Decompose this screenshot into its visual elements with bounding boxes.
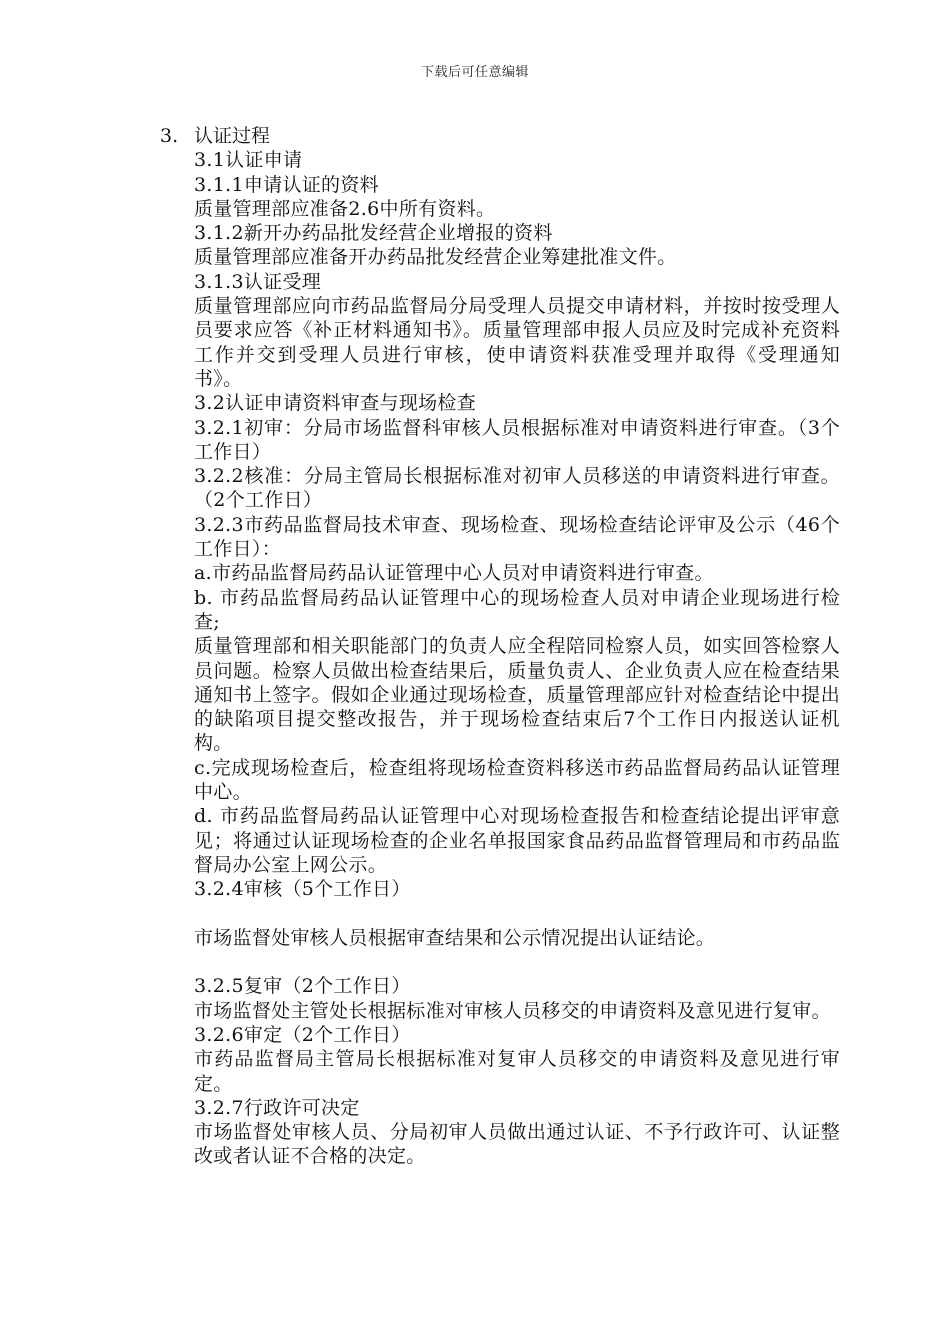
paragraph: 3.2.1初审：分局市场监督科审核人员根据标准对申请资料进行审查。（3个工作日） <box>194 416 840 463</box>
section-heading <box>160 124 840 148</box>
paragraph: 市场监督处审核人员、分局初审人员做出通过认证、不予行政许可、认证整改或者认证不合格的决定。 <box>194 1121 840 1168</box>
subsection-heading: 3.2.6审定（2个工作日） <box>194 1023 411 1046</box>
subsection-heading: 3.1.1申请认证的资料 <box>194 173 379 196</box>
paragraph: 3.2.3市药品监督局技术审查、现场检查、现场检查结论评审及公示（46个工作日）： <box>194 513 840 561</box>
subsection-heading: 3.1.2新开办药品批发经营企业增报的资料 <box>194 222 553 245</box>
subsection-heading: 3.2认证申请资料审查与现场检查 <box>194 392 477 415</box>
subsection-heading: 3.2.5复审（2个工作日） <box>194 975 411 998</box>
document-body <box>160 124 840 1169</box>
paragraph: 3.2.2核准：分局主管局长根据标准对初审人员移送的申请资料进行审查。（2个工作日） <box>194 465 840 512</box>
paragraph: 市场监督处审核人员根据审查结果和公示情况提出认证结论。 <box>194 926 716 949</box>
blank-line <box>194 902 840 926</box>
subsection-heading: 3.1.3认证受理 <box>194 270 322 293</box>
list-item: d. 市药品监督局药品认证管理中心对现场检查报告和检查结论提出评审意见；将通过认证现场检查的企业名单报国家食品药品监督管理局和市药品监督局办公室上网公示。 <box>194 805 840 876</box>
list-item: a.市药品监督局药品认证管理中心人员对申请资料进行审查。 <box>194 562 714 585</box>
paragraph: 市药品监督局主管局长根据标准对复审人员移交的申请资料及意见进行审定。 <box>194 1048 840 1095</box>
blank-line <box>194 950 840 974</box>
section-title: 认证过程 <box>194 125 271 147</box>
paragraph: 质量管理部和相关职能部门的负责人应全程陪同检察人员，如实回答检察人员问题。检察人员做出检查结果后，质量负责人、企业负责人应在检查结果通知书上签字。假如企业通过现场检查，质量管理部应针对检查结论中提出的缺陷项目提交整改报告，并于现场检查结束后7个工作日内报送认证机构。 <box>194 635 840 755</box>
subsection-heading: 3.2.7行政许可决定 <box>194 1096 360 1119</box>
section-number: 3. <box>160 125 179 147</box>
subsection-heading: 3.2.4审核（5个工作日） <box>194 878 411 901</box>
list-item: c.完成现场检查后，检查组将现场检查资料移送市药品监督局药品认证管理中心。 <box>194 756 840 804</box>
list-item: b. 市药品监督局药品认证管理中心的现场检查人员对申请企业现场进行检查; <box>194 586 840 633</box>
paragraph: 市场监督处主管处长根据标准对审核人员移交的申请资料及意见进行复审。 <box>194 999 831 1022</box>
paragraph: 质量管理部应准备2.6中所有资料。 <box>194 197 496 220</box>
paragraph: 质量管理部应向市药品监督局分局受理人员提交申请材料，并按时按受理人员要求应答《补正材料通知书》。质量管理部申报人员应及时完成补充资料工作并交到受理人员进行审核，使申请资料获准受理并取得《受理通知书》。 <box>194 295 840 390</box>
page-header: 下载后可任意编辑 <box>420 65 529 80</box>
paragraph: 质量管理部应准备开办药品批发经营企业筹建批准文件。 <box>194 246 677 269</box>
subsection-heading: 3.1认证申请 <box>194 149 303 172</box>
